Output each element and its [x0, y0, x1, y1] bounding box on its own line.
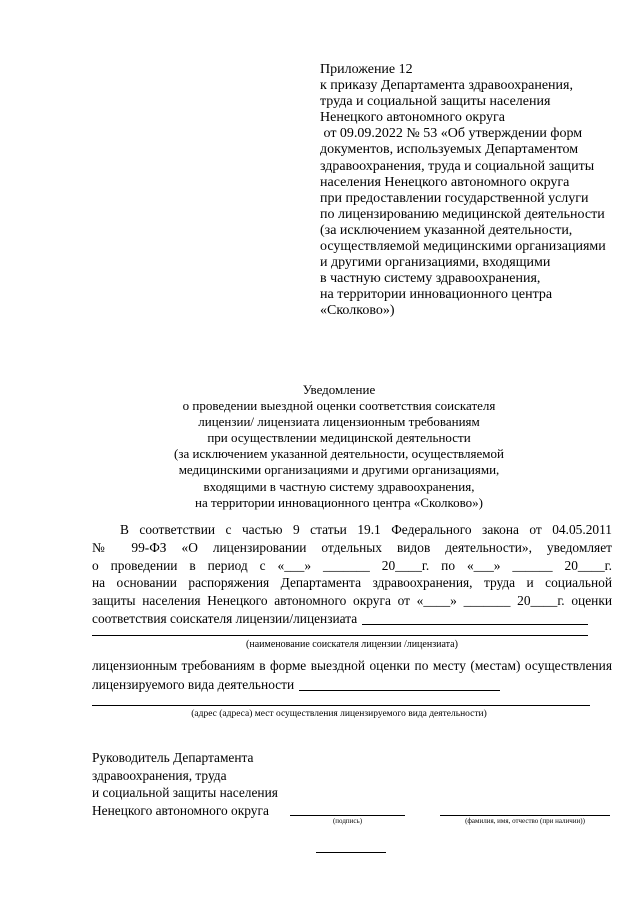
appendix-line: документов, используемых Департаментом	[320, 142, 579, 158]
body-line: на основании распоряжения Департамента здравоохранения, труда и социальной	[92, 575, 612, 591]
appendix-line: Ненецкого автономного округа	[320, 110, 505, 126]
signature-position-line: Руководитель Департамента	[92, 750, 254, 765]
body-line: защиты населения Ненецкого автономного округа от «____» _______ 20____г. оценки	[92, 593, 612, 609]
applicant-name-caption: (наименование соискателя лицензии /лицензиата)	[246, 639, 458, 650]
body-paragraph	[92, 521, 612, 628]
body-line: № 99-ФЗ «О лицензировании отдельных видов деятельности», уведомляет	[92, 539, 612, 555]
appendix-line: (за исключением указанной деятельности,	[320, 222, 573, 238]
appendix-block	[320, 62, 606, 320]
appendix-line: труда и социальной защиты населения	[320, 94, 551, 110]
notice-title: Уведомление	[302, 382, 376, 397]
notice-heading	[72, 382, 606, 511]
applicant-name-line	[92, 635, 588, 636]
notice-subtitle-line: медицинскими организациями и другими организациями,	[178, 462, 500, 478]
activity-blank	[299, 678, 500, 691]
body-line: о проведении в период с «___» _______ 20____г. по «___» ______ 20____г.	[92, 557, 612, 573]
full-name-blank	[440, 815, 610, 816]
notice-subtitle-line: о проведении выездной оценки соответствия соискателя	[182, 398, 496, 414]
activity-line-prefix: лицензируемого вида деятельности	[92, 677, 295, 692]
appendix-line: «Сколково»)	[320, 303, 395, 319]
appendix-line: при предоставлении государственной услуги	[320, 190, 589, 206]
appendix-line: осуществляемой медицинскими организациями	[320, 239, 606, 255]
requirements-line: лицензионным требованиям в форме выездной оценки по месту (местам) осуществления	[92, 658, 612, 673]
notice-subtitle-line: при осуществлении медицинской деятельности	[207, 430, 471, 446]
notice-subtitle-line: (за исключением указанной деятельности, осуществляемой	[174, 446, 504, 462]
notice-subtitle-line: лицензии/ лицензиата лицензионным требованиям	[198, 414, 480, 430]
applicant-line-prefix: соответствия соискателя лицензии/лицензиата	[92, 610, 358, 626]
applicant-blank	[362, 612, 588, 625]
appendix-line: к приказу Департамента здравоохранения,	[320, 78, 573, 94]
applicant-row	[92, 610, 588, 628]
signature-position-line: и социальной защиты населения	[92, 785, 278, 801]
appendix-line: Приложение 12	[320, 62, 413, 77]
address-caption: (адрес (адреса) мест осуществления лицензируемого вида деятельности)	[191, 709, 487, 719]
address-line	[92, 705, 590, 706]
appendix-line: на территории инновационного центра	[320, 287, 553, 303]
appendix-line: здравоохранения, труда и социальной защиты	[320, 158, 595, 174]
appendix-line: в частную систему здравоохранения,	[320, 271, 541, 287]
appendix-line: по лицензированию медицинской деятельности	[320, 206, 605, 222]
notice-subtitle-line: на территории инновационного центра «Сколково»)	[195, 494, 483, 510]
body-line: В соответствии с частью 9 статьи 19.1 Федерального закона от 04.05.2011	[120, 522, 612, 537]
signature-blank	[290, 815, 405, 816]
signature-position-line: Ненецкого автономного округа	[92, 803, 269, 819]
signature-caption: (подпись)	[332, 817, 363, 825]
signature-block	[92, 749, 278, 820]
notice-subtitle-line: входящими в частную систему здравоохранения,	[203, 478, 475, 494]
activity-row	[92, 676, 500, 694]
appendix-line: и другими организациями, входящими	[320, 255, 551, 271]
signature-position-line: здравоохранения, труда	[92, 767, 227, 783]
full-name-caption: (фамилия, имя, отчество (при наличии))	[465, 817, 585, 825]
footer-separator	[316, 852, 386, 853]
appendix-line: населения Ненецкого автономного округа	[320, 174, 570, 190]
appendix-line: от 09.09.2022 № 53 «Об утверждении форм	[320, 126, 583, 142]
